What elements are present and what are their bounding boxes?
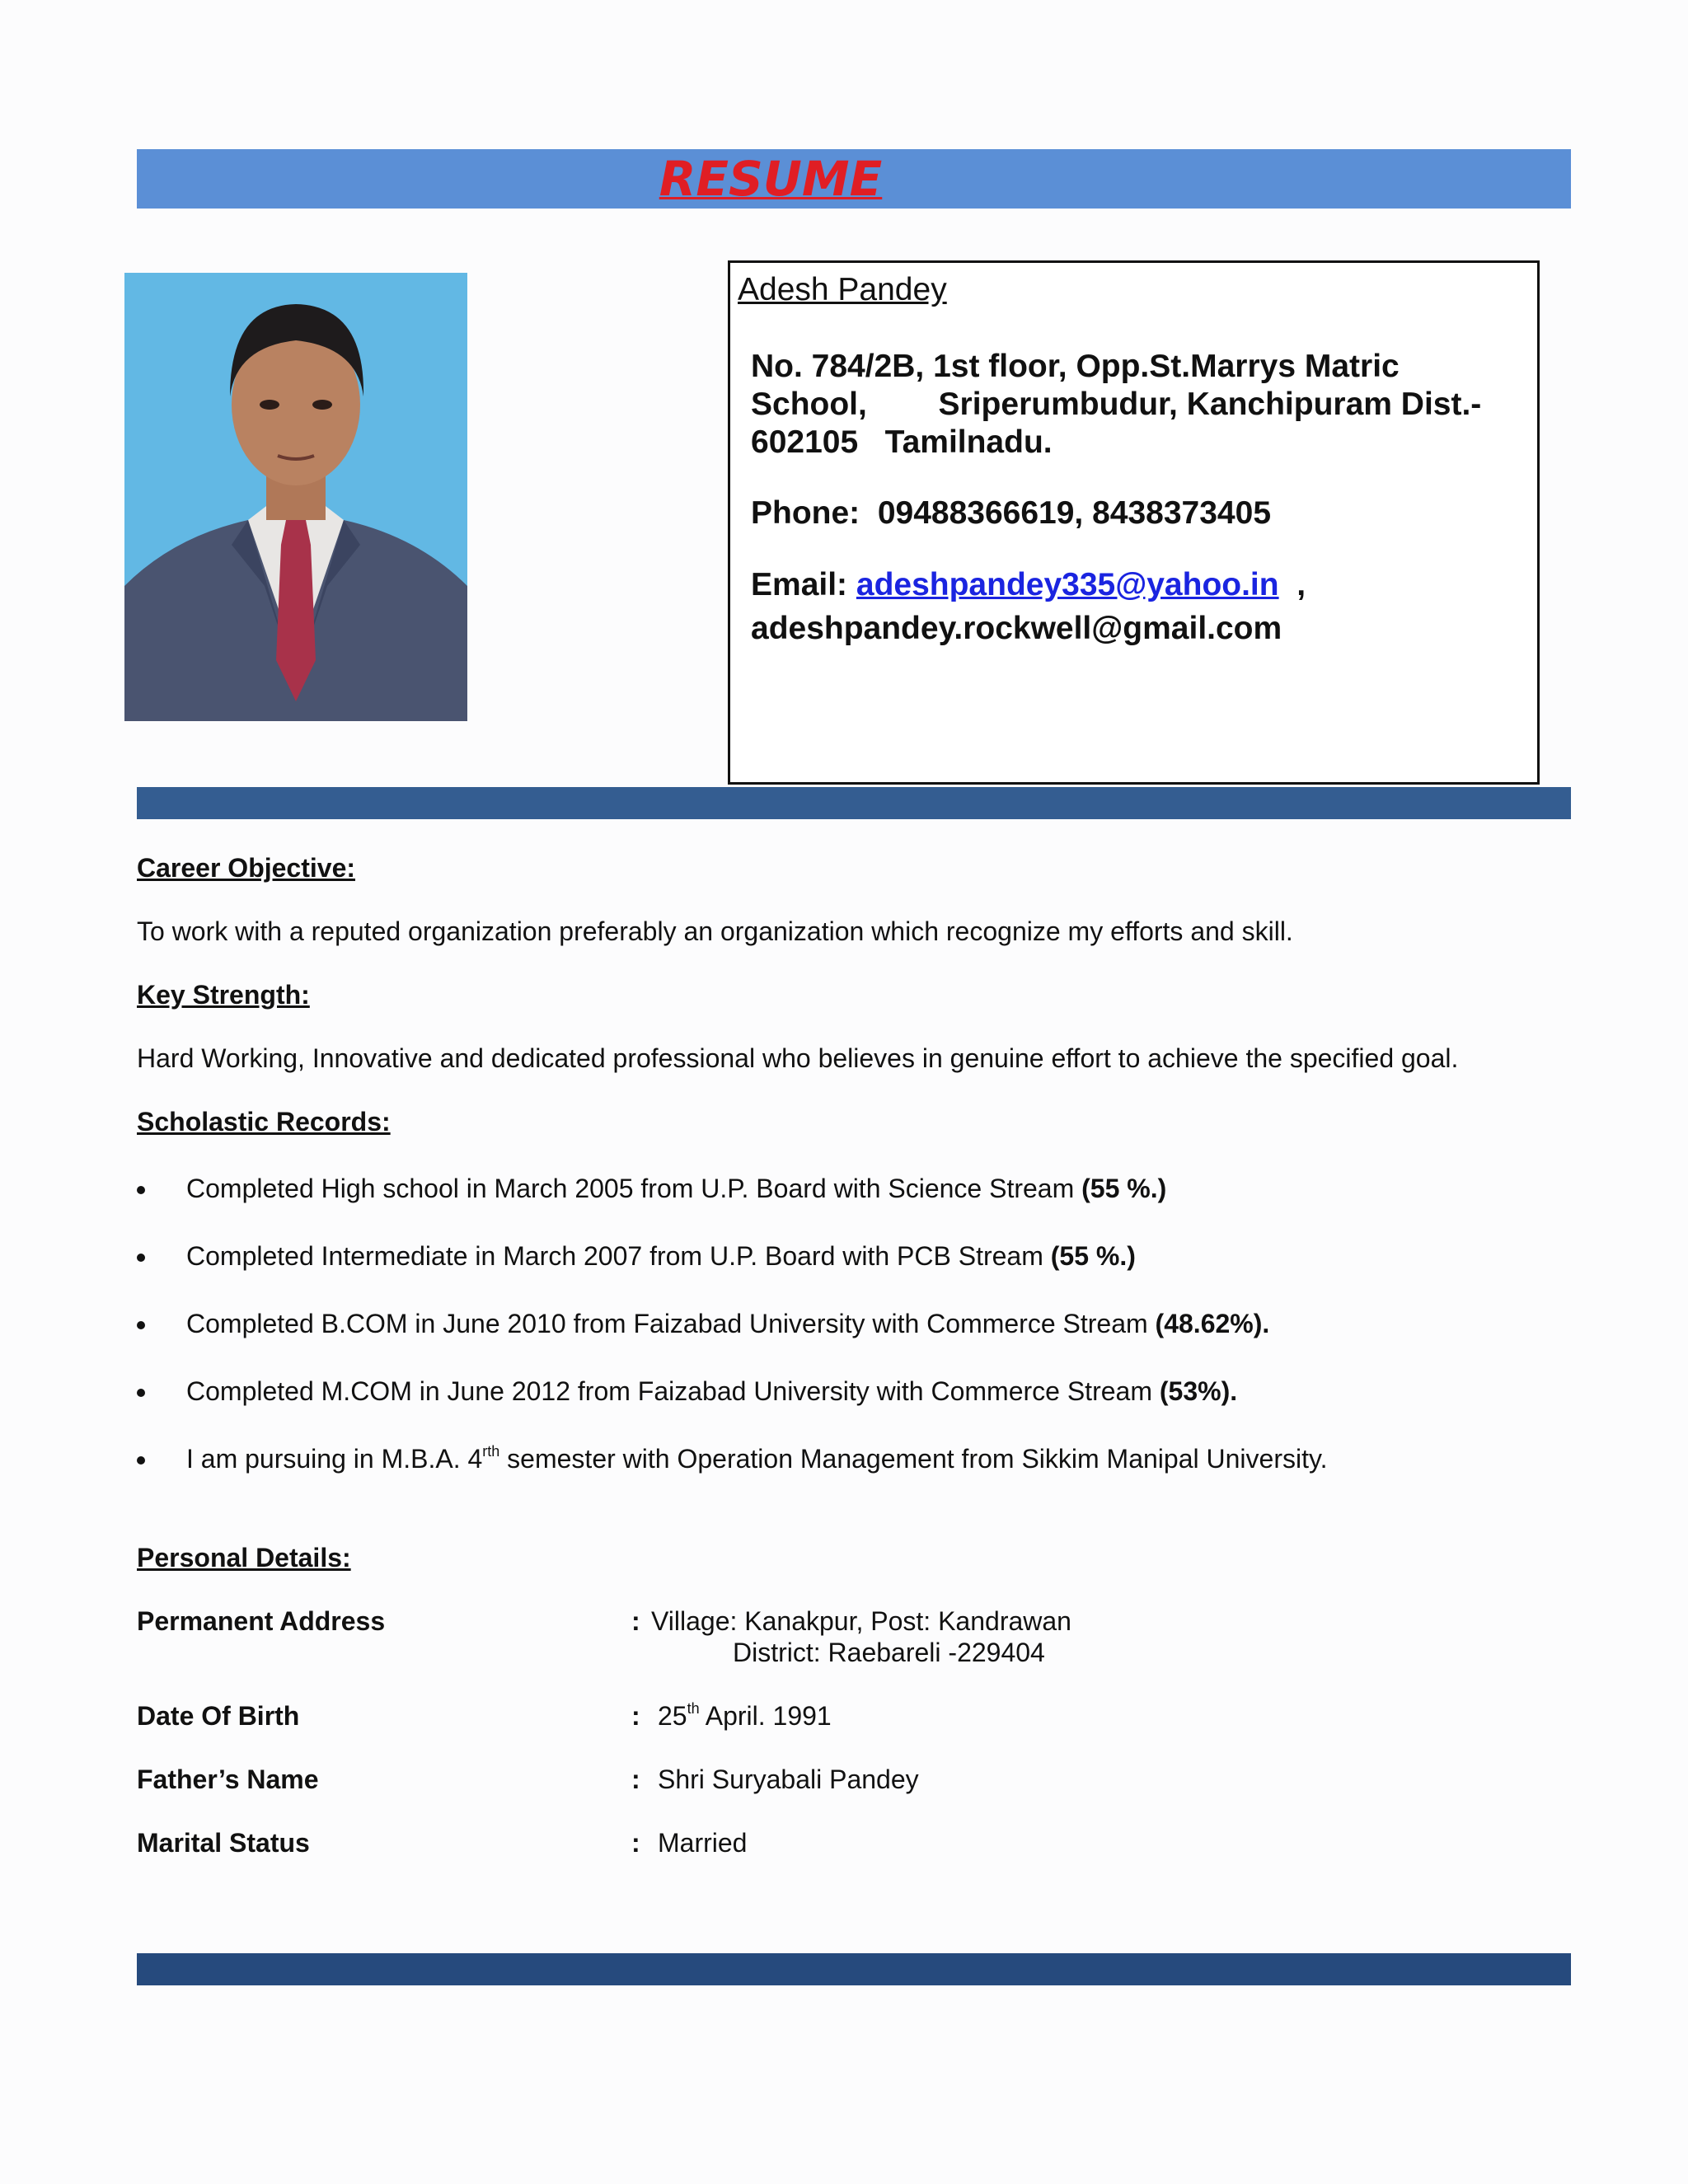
colon: : bbox=[631, 1701, 640, 1731]
permanent-address-line-2: District: Raebareli -229404 bbox=[733, 1638, 1045, 1667]
personal-details-heading: Personal Details: bbox=[137, 1543, 351, 1572]
dob-label: Date Of Birth bbox=[137, 1701, 300, 1731]
email-link[interactable]: adeshpandey335@yahoo.in bbox=[856, 567, 1279, 602]
footer-bar bbox=[137, 1953, 1571, 1985]
email-separator: , bbox=[1296, 567, 1306, 602]
marital-status-label: Marital Status bbox=[137, 1828, 310, 1858]
bullet-icon bbox=[137, 1389, 145, 1397]
key-strength-heading: Key Strength: bbox=[137, 980, 310, 1010]
bullet-icon bbox=[137, 1254, 145, 1262]
father-name-label: Father’s Name bbox=[137, 1765, 319, 1794]
colon: : bbox=[631, 1606, 640, 1636]
bullet-icon bbox=[137, 1456, 145, 1465]
career-objective-text: To work with a reputed organization preferably an organization which recognize my efforts and skill. bbox=[137, 916, 1293, 946]
scholastic-item: Completed High school in March 2005 from U.P. Board with Science Stream (55 %.) bbox=[186, 1174, 1167, 1203]
resume-title: RESUME bbox=[659, 151, 883, 207]
address-line-3: 602105 Tamilnadu. bbox=[751, 424, 1053, 460]
scholastic-item: Completed Intermediate in March 2007 from U.P. Board with PCB Stream (55 %.) bbox=[186, 1241, 1136, 1271]
email-line bbox=[751, 567, 1306, 603]
permanent-address-label: Permanent Address bbox=[137, 1606, 386, 1636]
marital-status-value: Married bbox=[658, 1828, 748, 1858]
section-divider-bar bbox=[137, 787, 1571, 819]
scholastic-item: I am pursuing in M.B.A. $4^{rth}$ semester with Operation Management from Sikkim Manipal University. bbox=[186, 1443, 1328, 1474]
phone-line bbox=[751, 495, 1271, 532]
bullet-icon bbox=[137, 1321, 145, 1329]
profile-photo bbox=[124, 273, 467, 721]
scholastic-item: Completed B.COM in June 2010 from Faizabad University with Commerce Stream (48.62%). bbox=[186, 1309, 1270, 1338]
candidate-name: Adesh Pandey bbox=[738, 272, 947, 307]
scholastic-heading: Scholastic Records: bbox=[137, 1107, 391, 1137]
scholastic-item: Completed M.COM in June 2012 from Faizabad University with Commerce Stream (53%). bbox=[186, 1376, 1238, 1406]
colon: : bbox=[631, 1765, 640, 1794]
permanent-address-line-1: Village: Kanakpur, Post: Kandrawan bbox=[651, 1606, 1071, 1636]
phone-label: Phone: bbox=[751, 495, 860, 531]
email-label: Email: bbox=[751, 567, 848, 602]
father-name-value: Shri Suryabali Pandey bbox=[658, 1765, 919, 1794]
career-objective-heading: Career Objective: bbox=[137, 853, 356, 883]
address-line-2: School, Sriperumbudur, Kanchipuram Dist.- bbox=[751, 387, 1482, 422]
key-strength-text: Hard Working, Innovative and dedicated professional who believes in genuine effort to achieve the specified goal. bbox=[137, 1043, 1459, 1073]
dob-value: 25th April. 1991 bbox=[658, 1700, 832, 1731]
bullet-icon bbox=[137, 1186, 145, 1194]
email-secondary: adeshpandey.rockwell@gmail.com bbox=[751, 611, 1282, 646]
address-line-1: No. 784/2B, 1st floor, Opp.St.Marrys Matric bbox=[751, 349, 1400, 384]
colon: : bbox=[631, 1828, 640, 1858]
phone-value: 09488366619, 8438373405 bbox=[877, 495, 1272, 531]
